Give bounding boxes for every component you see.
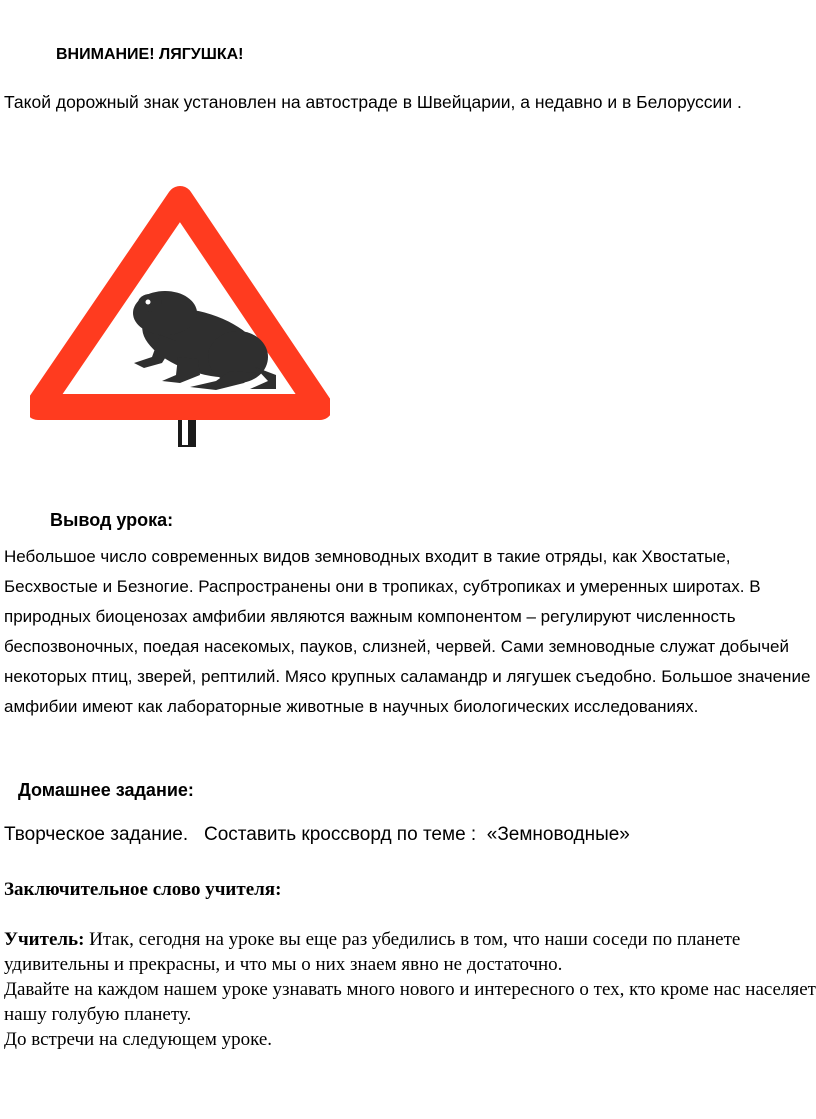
teacher-line-1 (4, 927, 816, 977)
teacher-label: Учитель: (4, 929, 85, 950)
frog-warning-sign (30, 185, 330, 447)
teacher-line-2: Давайте на каждом нашем уроке узнавать много нового и интересного о тех, кто кроме нас населяет нашу голубую планету. (4, 979, 816, 1025)
homework-heading: Домашнее задание: (18, 780, 194, 800)
lesson-conclusion-heading: Вывод урока: (50, 510, 174, 530)
teacher-closing-text (4, 927, 816, 1052)
teacher-line-1-text: Итак, сегодня на уроке вы еще раз убедились в том, что наши соседи по планете удивительны и прекрасны, и что мы о них знаем явно не достаточно. (4, 929, 741, 975)
intro-paragraph: Такой дорожный знак установлен на автостраде в Швейцарии, а недавно и в Белоруссии . (4, 92, 742, 112)
closing-heading: Заключительное слово учителя: (4, 879, 282, 900)
homework-task: Творческое задание. Составить кроссворд по теме : «Земноводные» (4, 824, 630, 845)
teacher-line-3: До встречи на следующем уроке. (4, 1029, 273, 1050)
lesson-conclusion-text: Небольшое число современных видов земноводных входит в такие отряды, как Хвостатые, Бесхвостые и Безногие. Распространены они в тропиках, субтропиках и умеренных широтах. В природных биоценозах амфибии являются важным компонентом – регулируют численность беспозвоночных, поедая насекомых, пауков, слизней, червей. Сами земноводные служат добычей некоторых птиц, зверей, рептилий. Мясо крупных саламандр и лягушек съедобно. Большое значение амфибии имеют как лабораторные животные в научных биологических исследованиях. (4, 547, 811, 716)
page-title: ВНИМАНИЕ! ЛЯГУШКА! (56, 46, 244, 63)
